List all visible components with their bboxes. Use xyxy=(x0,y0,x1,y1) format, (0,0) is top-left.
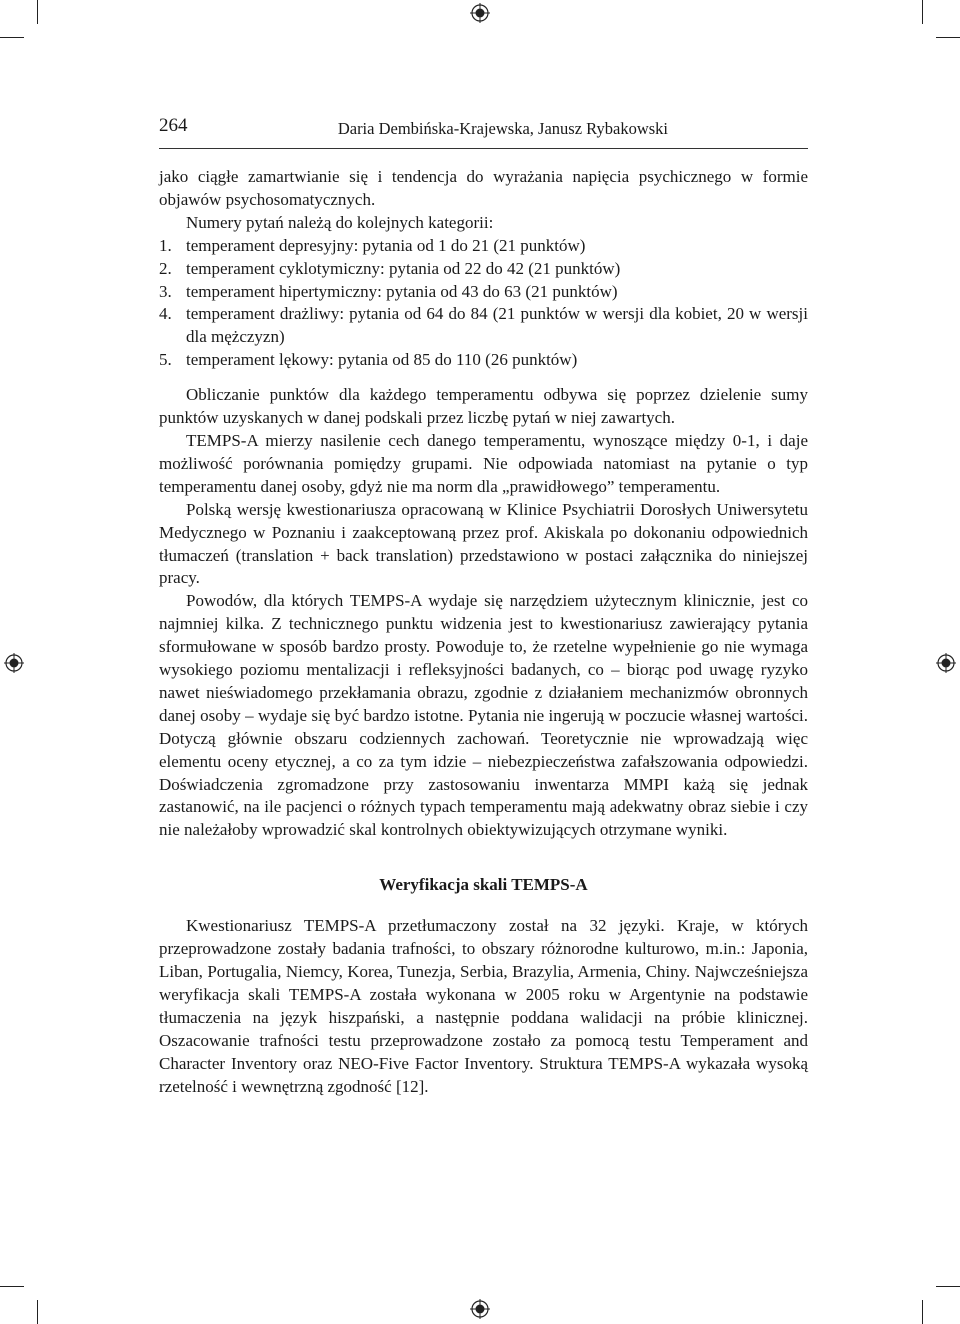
list-item-text: temperament drażliwy: pytania od 64 do 84 (21 punktów w wersji dla kobiet, 20 w wersji dla mężczyzn) xyxy=(186,304,808,347)
list-item-number: 2. xyxy=(159,258,172,278)
list-item xyxy=(159,303,808,349)
intro-paragraph: jako ciągłe zamartwianie się i tendencja do wyrażania napięcia psychicznego w formie objawów psychosomatycznych. xyxy=(159,167,808,209)
crop-mark-bottom-left xyxy=(37,1300,38,1324)
paragraph-verification: Kwestionariusz TEMPS-A przetłumaczony został na 32 języki. Kraje, w których przeprowadzone zostały badania trafności, to obszary różnorodne kulturowo, m.in.: Japonia, Liban, Portugalia, Niemcy, Korea, Tunezja, Serbia, Brazylia, Armenia, Chiny. Najwcześniejsza weryfikacja skali TEMPS-A została wykonana w 2005 roku w Argentynie na podstawie tłumaczenia na język hiszpański, a następnie poddana walidacji na próbie klinicznej. Oszacowanie trafności testu przeprowadzone zostało za pomocą testu Temperament and Character Inventory oraz NEO-Five Factor Inventory. Struktura TEMPS-A wykazała wysoką rzetelność i wewnętrzną zgodność [12]. xyxy=(159,916,808,1096)
crop-mark-top-left xyxy=(37,0,38,24)
list-item xyxy=(159,281,808,304)
paragraph-polish-version: Polską wersję kwestionariusza opracowaną w Klinice Psychiatrii Dorosłych Uniwersytetu Medycznego w Poznaniu i zaakceptowaną przez prof. Akiskala po dokonaniu odpowiednich tłumaczeń (translation + back translation) przedstawiono w postaci załącznika do niniejszej pracy. xyxy=(159,499,808,588)
crop-mark-bottom-left-h xyxy=(0,1286,24,1287)
crop-mark-top-right xyxy=(922,0,923,24)
registration-mark-left-icon xyxy=(4,653,24,673)
list-item-number: 4. xyxy=(159,304,172,324)
section-heading: Weryfikacja skali TEMPS-A xyxy=(379,875,588,895)
paragraph-clinical-usefulness: Powodów, dla których TEMPS-A wydaje się narzędziem użytecznym klinicznie, jest co najmniej kilka. Z technicznego punktu widzenia jest to kwestionariusz zawierający pytania sformułowane w sposób bardzo prosty. Powoduje to, że rzetelne wypełnienie go nie wymaga wysokiego poziomu mentalizacji i refleksyjności badanych, co – biorąc pod uwagę ryzyko nawet nieświadomego przekłamania obrazu, zgodnie z działaniem mechanizmów obronnych danej osoby – wydaje się być bardzo istotne. Pytania nie ingerują w poczucie własnej wartości. Dotyczą głównie obszaru codziennych zachowań. Teoretycznie nie wprowadzają więc elementu oceny etycznej, a co za tym idzie – niebezpieczeństwa zafałszowania odpowiedzi. Doświadczenia zgromadzone przy zastosowaniu inwentarza MMPI każą się jednak zastanowić, na ile pacjenci o różnych typach temperamentu mają adekwatny obraz siebie i czy nie należałoby wprowadzić skal kontrolnych obiektywizujących otrzymane wyniki. xyxy=(159,591,808,840)
list-item-text: temperament depresyjny: pytania od 1 do 21 (21 punktów) xyxy=(186,235,586,255)
list-item-text: temperament cyklotymiczny: pytania od 22 do 42 (21 punktów) xyxy=(186,258,621,278)
paragraph-measurement: TEMPS-A mierzy nasilenie cech danego temperamentu, wynoszące między 0-1, i daje możliwość porównania pomiędzy grupami. Nie odpowiada natomiast na pytanie o typ temperamentu danej osoby, gdyż nie ma norm dla „prawidłowego” temperamentu. xyxy=(159,430,808,496)
list-item-text: temperament hipertymiczny: pytania od 43 do 63 (21 punktów) xyxy=(186,281,618,301)
crop-mark-bottom-right-h xyxy=(936,1286,960,1287)
crop-mark-bottom-right xyxy=(922,1300,923,1324)
list-item-text: temperament lękowy: pytania od 85 do 110 (26 punktów) xyxy=(186,350,578,370)
registration-mark-top-icon xyxy=(470,3,490,23)
crop-mark-top-right-h xyxy=(936,37,960,38)
page-body xyxy=(159,166,808,1098)
list-item xyxy=(159,235,808,258)
running-head-authors: Daria Dembińska-Krajewska, Janusz Rybakowski xyxy=(337,119,668,138)
categories-intro: Numery pytań należą do kolejnych kategorii: xyxy=(186,212,494,232)
header-rule xyxy=(159,148,808,149)
page-number: 264 xyxy=(159,115,188,136)
page-header xyxy=(159,112,808,148)
crop-mark-top-left-h xyxy=(0,37,24,38)
list-item-number: 1. xyxy=(159,235,172,255)
category-list xyxy=(159,235,808,372)
paragraph-scoring: Obliczanie punktów dla każdego temperamentu odbywa się poprzez dzielenie sumy punktów uzyskanych w danej podskali przez liczbę pytań w niej zawartych. xyxy=(159,385,808,428)
registration-mark-right-icon xyxy=(936,653,956,673)
list-item-number: 5. xyxy=(159,350,172,370)
list-item-number: 3. xyxy=(159,281,172,301)
list-item xyxy=(159,258,808,281)
registration-mark-bottom-icon xyxy=(470,1299,490,1319)
list-item xyxy=(159,349,808,372)
